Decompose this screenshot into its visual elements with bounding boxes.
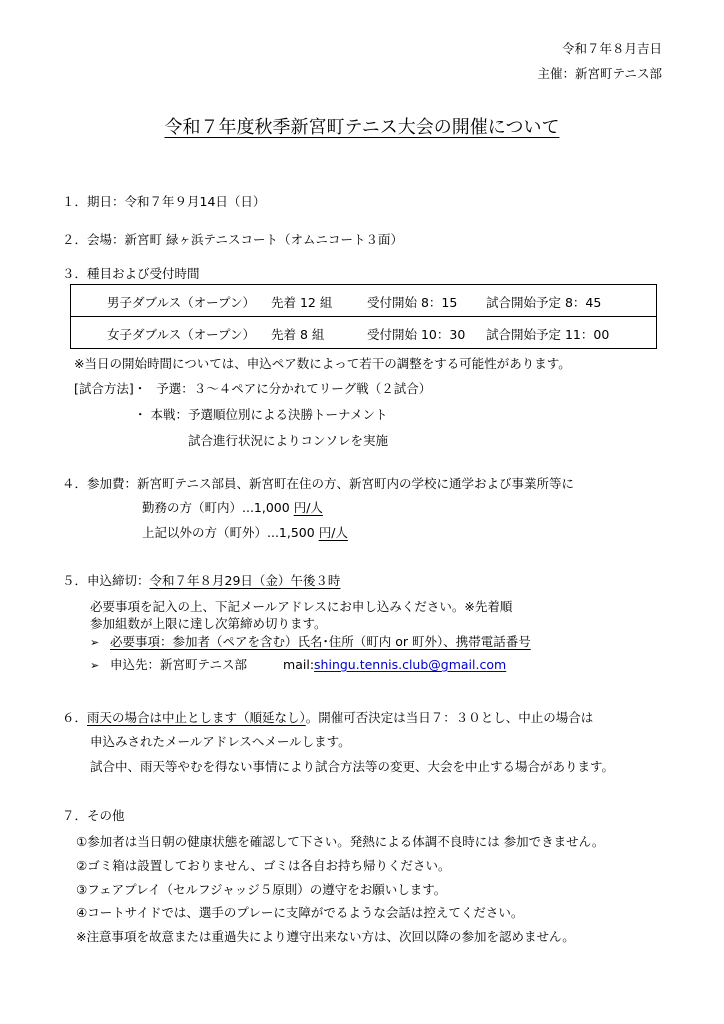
match-consolation: 試合進行状況によりコンソレを実施	[188, 433, 389, 448]
arrow-bullet-icon: ➢	[90, 636, 100, 649]
section-date: １．期日：令和７年９月14日（日）	[62, 194, 266, 209]
rain-change: 試合中、雨天等やむを得ない事情により試合方法等の変更、大会を中止する場合があります。	[90, 759, 615, 774]
list-item: ①参加者は当日朝の健康状態を確認して下さい。発熱による体調不良時には 参加できません。	[76, 834, 605, 849]
rain-policy: 雨天の場合は中止とします（順延なし）	[87, 710, 306, 725]
arrow-bullet-icon: ➢	[90, 659, 100, 672]
section-other: ７．その他	[62, 808, 125, 823]
apply-instruction: 必要事項を記入の上、下記メールアドレスにお申し込みください。※先着順	[90, 599, 513, 614]
list-item: ※注意事項を故意または重過失により遵守出来ない方は、次回以降の参加を認めません。	[76, 929, 575, 944]
events-table	[70, 284, 657, 349]
section-venue: ２．会場：新宮町 緑ヶ浜テニスコート（オムニコート３面）	[62, 232, 403, 247]
deadline-date: 令和７年８月29日（金）午後３時	[149, 573, 341, 588]
event-name: 男子ダブルス（オープン）	[107, 295, 256, 310]
event-groups: 先着 12 組	[271, 295, 333, 310]
rain-notice: 申込みされたメールアドレスへメールします。	[90, 734, 351, 749]
event-groups: 先着 8 組	[271, 327, 325, 342]
list-item: ④コートサイドでは、選手のプレーに支障がでるような会話は控えてください。	[76, 905, 524, 920]
event-start: 試合開始予定 8：45	[486, 295, 602, 310]
apply-limit: 参加組数が上限に達し次第締め切ります。	[90, 616, 327, 631]
match-main: ・ 本戦：予選順位別による決勝トーナメント	[134, 407, 388, 422]
event-reception: 受付開始 10：30	[367, 327, 466, 342]
table-row	[71, 285, 657, 317]
fee-inside: 勤務の方（町内）...1,000 円/人	[142, 500, 323, 515]
email-link[interactable]: shingu.tennis.club@gmail.com	[314, 657, 507, 672]
required-info: ➢ 必要事項：参加者（ペアを含む）氏名･住所（町内 or 町外）、携帯電話番号	[90, 634, 531, 649]
list-item: ③フェアプレイ（セルフジャッジ５原則）の遵守をお願いします。	[76, 882, 447, 897]
event-name: 女子ダブルス（オープン）	[107, 327, 256, 342]
section-events-heading: ３．種目および受付時間	[62, 266, 200, 281]
issue-date: 令和７年８月吉日	[561, 41, 662, 56]
event-start: 試合開始予定 11：00	[486, 327, 610, 342]
match-method	[74, 381, 431, 397]
apply-to: ➢ 申込先：新宮町テニス部 mail:shingu.tennis.club@gmail.com	[90, 657, 507, 672]
match-method-label: [試合方法]・	[74, 381, 147, 396]
events-note: ※当日の開始時間については、申込ペア数によって若干の調整をする可能性があります。	[74, 356, 571, 371]
section-rain: ６．雨天の場合は中止とします（順延なし）。開催可否決定は当日７：３０とし、中止の場合は	[62, 710, 594, 725]
table-row	[71, 317, 657, 349]
section-fee: ４．参加費：新宮町テニス部員、新宮町在住の方、新宮町内の学校に通学および事業所等に	[62, 476, 575, 491]
section-deadline: ５．申込締切：令和７年８月29日（金）午後３時	[62, 573, 341, 588]
event-reception: 受付開始 8：15	[367, 295, 458, 310]
organizer: 主催：新宮町テニス部	[537, 66, 662, 81]
fee-outside: 上記以外の方（町外）...1,500 円/人	[142, 525, 348, 540]
match-prelim: 予選：３～４ペアに分かれてリーグ戦（２試合）	[156, 381, 432, 396]
list-item: ②ゴミ箱は設置しておりません、ゴミは各自お持ち帰りください。	[76, 858, 451, 873]
page-title: 令和７年度秋季新宮町テニス大会の開催について	[164, 117, 560, 138]
